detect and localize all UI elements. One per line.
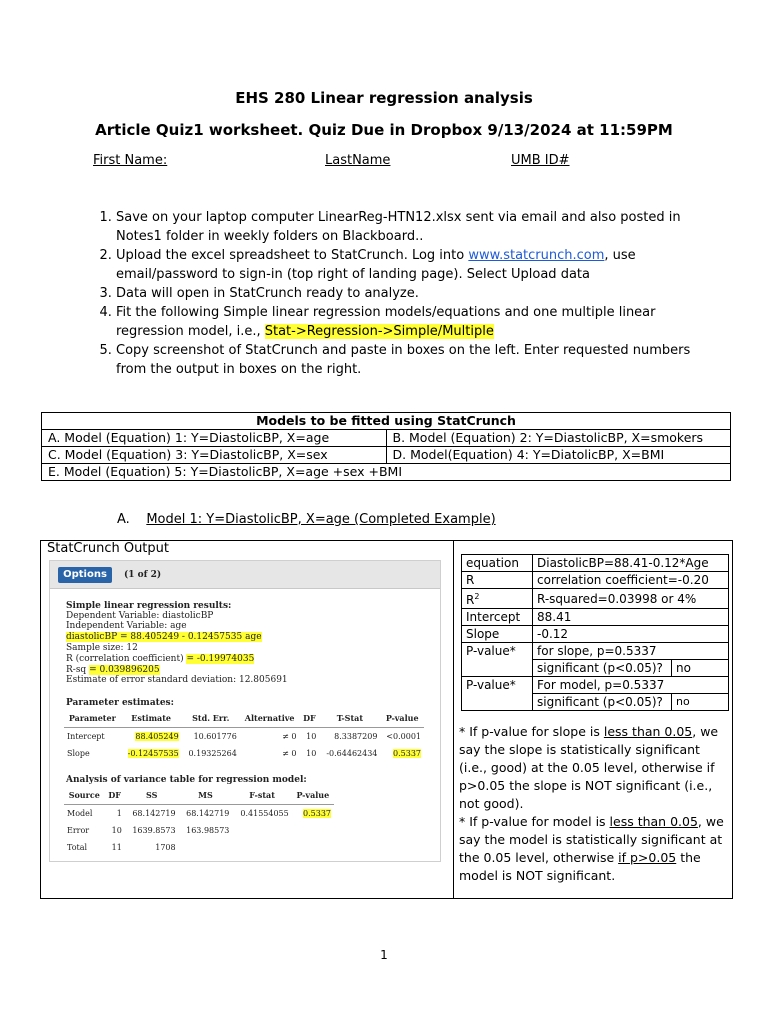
significance-notes [459, 723, 729, 885]
results-heading: Simple linear regression results: [66, 601, 232, 611]
sample-size: Sample size: 12 [66, 643, 138, 653]
statcrunch-screenshot [49, 560, 441, 862]
statcrunch-link[interactable]: www.statcrunch.com [468, 248, 605, 263]
table-row: significant (p<0.05)? no [462, 660, 729, 677]
page-title: EHS 280 Linear regression analysis [235, 89, 533, 107]
models-table [41, 412, 731, 481]
table-row: Intercept 88.405249 10.601776 ≠ 0 10 8.3387209 <0.0001 [67, 732, 421, 741]
dependent-variable: Dependent Variable: diastolicBP [66, 611, 214, 621]
umb-id-field[interactable]: UMB ID# [511, 153, 570, 168]
table-row: Slope -0.12 [462, 626, 729, 643]
results-table [461, 554, 729, 711]
list-item: 2. Upload the excel spreadsheet to StatCrunch. Log into www.statcrunch.com, use email/password to sign-in (top right of landing page). Select Upload data [116, 246, 706, 284]
models-table-header: Models to be fitted using StatCrunch [42, 413, 731, 430]
statcrunch-toolbar [50, 561, 440, 589]
section-a-heading: A. Model 1: Y=DiastolicBP, X=age (Completed Example) [117, 512, 496, 527]
anova-title: Analysis of variance table for regression model: [66, 775, 307, 785]
table-row: $R^2$ R-squared=0.03998 or 4% [462, 589, 729, 609]
page-subtitle: Article Quiz1 worksheet. Quiz Due in Dropbox 9/13/2024 at 11:59PM [95, 121, 673, 139]
model-c: C. Model (Equation) 3: Y=DiastolicBP, X=sex [42, 447, 387, 464]
note-model: * If p-value for model is less than 0.05, we say the model is statistically significant at the 0.05 level, otherwise if p>0.05 the model is NOT significant. [459, 814, 724, 883]
table-row: Model 1 68.142719 68.142719 0.41554055 0.5337 [67, 809, 331, 818]
correlation-line: R (correlation coefficient) = -0.19974035 [66, 654, 255, 664]
table-row: Total 11 1708 [67, 843, 176, 852]
table-row: P-value* for slope, p=0.5337 [462, 643, 729, 660]
model-e: E. Model (Equation) 5: Y=DiastolicBP, X=age +sex +BMI [42, 464, 731, 481]
error-sd: Estimate of error standard deviation: 12.805691 [66, 675, 288, 685]
instruction-list [92, 208, 706, 379]
model-b: B. Model (Equation) 2: Y=DiastolicBP, X=smokers [386, 430, 731, 447]
rsq-line: R-sq = 0.039896205 [66, 665, 160, 675]
page-indicator: (1 of 2) [124, 570, 162, 580]
note-slope: * If p-value for slope is less than 0.05, we say the slope is statistically significant (i.e., good) at the 0.05 level, otherwise if p>0.05 the slope is NOT significant (i.e., not good). [459, 724, 719, 811]
list-item: 5. Copy screenshot of StatCrunch and paste in boxes on the left. Enter requested numbers from the output in boxes on the right. [116, 341, 706, 379]
list-item: 3. Data will open in StatCrunch ready to analyze. [116, 284, 706, 303]
table-row: equation DiastolicBP=88.41-0.12*Age [462, 555, 729, 572]
table-row: significant (p<0.05)? no [462, 694, 729, 711]
menu-path-highlight: Stat->Regression->Simple/Multiple [264, 324, 494, 339]
table-row: P-value* For model, p=0.5337 [462, 677, 729, 694]
options-button[interactable]: Options [58, 567, 112, 583]
anova-table: Source DF SS MS F-stat P-value Model 1 68.142719 68.142719 0.41554055 0.5337 Error 10 1639.8573 163.98573 Total 11 1708 [64, 787, 334, 856]
page-number: 1 [380, 948, 388, 962]
list-item: 4. Fit the following Simple linear regression models/equations and one multiple linear regression model, i.e., Stat->Regression->Simple/Multiple [116, 303, 706, 341]
box-divider [453, 540, 454, 898]
last-name-field[interactable]: LastName [325, 153, 391, 168]
model-d: D. Model(Equation) 4: Y=DiatolicBP, X=BMI [386, 447, 731, 464]
first-name-field[interactable]: First Name: [93, 153, 168, 168]
independent-variable: Independent Variable: age [66, 621, 187, 631]
model-a: A. Model (Equation) 1: Y=DiastolicBP, X=age [42, 430, 387, 447]
table-row: Slope -0.12457535 0.19325264 ≠ 0 10 -0.64462434 0.5337 [67, 749, 421, 758]
table-row: R correlation coefficient=-0.20 [462, 572, 729, 589]
param-title: Parameter estimates: [66, 698, 174, 708]
table-row: Intercept 88.41 [462, 609, 729, 626]
param-table: Parameter Estimate Std. Err. Alternative DF T-Stat P-value Intercept 88.405249 10.601776 ≠ 0 10 8.3387209 <0.0001 Slope -0.12457535 0.19325264 ≠ 0 10 -0.64462434 0.5337 [64, 710, 424, 762]
list-item: 1. Save on your laptop computer LinearReg-HTN12.xlsx sent via email and also posted in Notes1 folder in weekly folders on Blackboard.. [116, 208, 706, 246]
regression-equation: diastolicBP = 88.405249 - 0.12457535 age [66, 632, 262, 642]
output-label: StatCrunch Output [47, 541, 169, 556]
table-row: Error 10 1639.8573 163.98573 [67, 826, 230, 835]
